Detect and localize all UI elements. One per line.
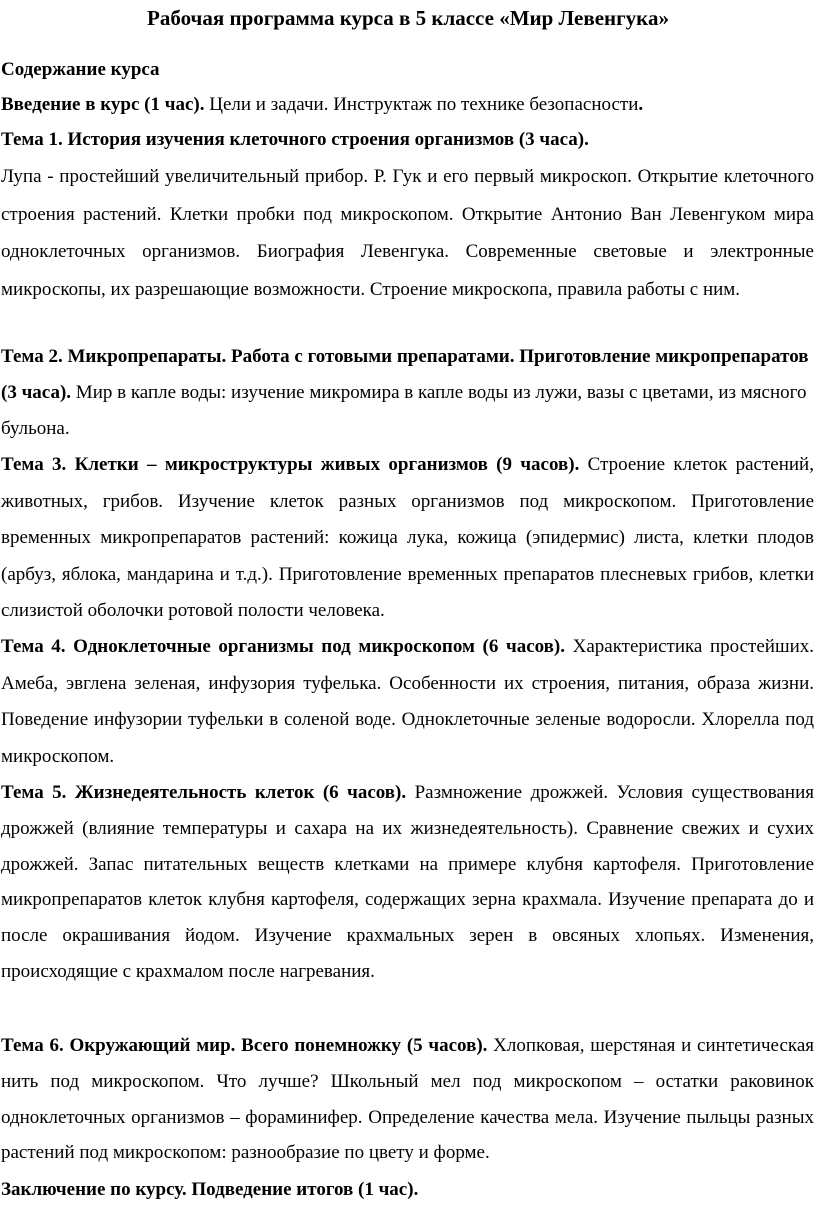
topic2-heading: Тема 2. Микропрепараты. Работа с готовыми препаратами. Приготовление микропрепаратов (3 часа).: [1, 346, 809, 403]
intro-text: Цели и задачи. Инструктаж по технике безопасности: [204, 94, 639, 115]
topic6-paragraph: [1, 1028, 814, 1171]
topic6-text: Хлопковая, шерстяная и синтетическая нить под микроскопом. Что лучше? Школьный мел под микроскопом – остатки раковинок одноклеточных организмов – фораминифер. Определение качества мела. Изучение пыльцы разных растений под микроскопом: разнообразие по цвету и форме.: [1, 1035, 814, 1164]
topic2-text: Мир в капле воды: изучение микромира в капле воды из лужи, вазы с цветами, из мясного бульона.: [1, 382, 807, 439]
topic4-heading: Тема 4. Одноклеточные организмы под микроскопом (6 часов).: [1, 636, 565, 657]
topic5-heading: Тема 5. Жизнедеятельность клеток (6 часов).: [1, 782, 407, 803]
conclusion-paragraph: [1, 1172, 814, 1208]
topic1-heading: Тема 1. История изучения клеточного строения организмов (3 часа).: [1, 129, 589, 150]
topic4-text: Характеристика простейших. Амеба, эвглена зеленая, инфузория туфелька. Особенности их строения, питания, образа жизни. Поведение инфузории туфельки в соленой воде. Одноклеточные зеленые водоросли. Хлорелла под микроскопом.: [1, 636, 814, 767]
content-heading: Содержание курса: [1, 59, 160, 80]
topic5-text: Размножение дрожжей. Условия существования дрожжей (влияние температуры и сахара на их жизнедеятельность). Сравнение свежих и сухих дрожжей. Запас питательных веществ клетками на примере клубня картофеля. Приготовление микропрепаратов клеток клубня картофеля, содержащих зерна крахмала. Изучение препарата до и после окрашивания йодом. Изучение крахмальных зерен в овсяных хлопьях. Изменения, происходящие с крахмалом после нагревания.: [1, 782, 814, 982]
topic1-heading-paragraph: [1, 122, 814, 158]
intro-period: .: [638, 94, 644, 115]
topic4-paragraph: [1, 629, 814, 775]
conclusion-heading: Заключение по курсу. Подведение итогов (1 час).: [1, 1179, 419, 1200]
intro-heading: Введение в курс (1 час).: [1, 94, 205, 115]
topic3-paragraph: [1, 447, 814, 630]
document-title: Рабочая программа курса в 5 классе «Мир Левенгука»: [147, 6, 669, 30]
topic3-heading: Тема 3. Клетки – микроструктуры живых организмов (9 часов).: [1, 454, 580, 475]
topic3-text: Строение клеток растений, животных, грибов. Изучение клеток разных организмов под микроскопом. Приготовление временных микропрепаратов растений: кожица лука, кожица (эпидермис) листа, клетки плодов (арбуз, яблока, мандарина и т.д.). Приготовление временных препаратов плесневых грибов, клетки слизистой оболочки ротовой полости человека.: [1, 454, 814, 621]
intro-paragraph: [1, 87, 814, 123]
topic2-paragraph: [1, 339, 814, 447]
topic1-text: Лупа - простейший увеличительный прибор. Р. Гук и его первый микроскоп. Открытие клеточного строения растений. Клетки пробки под микроскопом. Открытие Антонио Ван Левенгуком мира одноклеточных организмов. Биография Левенгука. Современные световые и электронные микроскопы, их разрешающие возможности. Строение микроскопа, правила работы с ним.: [1, 166, 814, 300]
topic6-heading: Тема 6. Окружающий мир. Всего понемножку (5 часов).: [1, 1035, 488, 1056]
topic5-paragraph: [1, 775, 814, 990]
